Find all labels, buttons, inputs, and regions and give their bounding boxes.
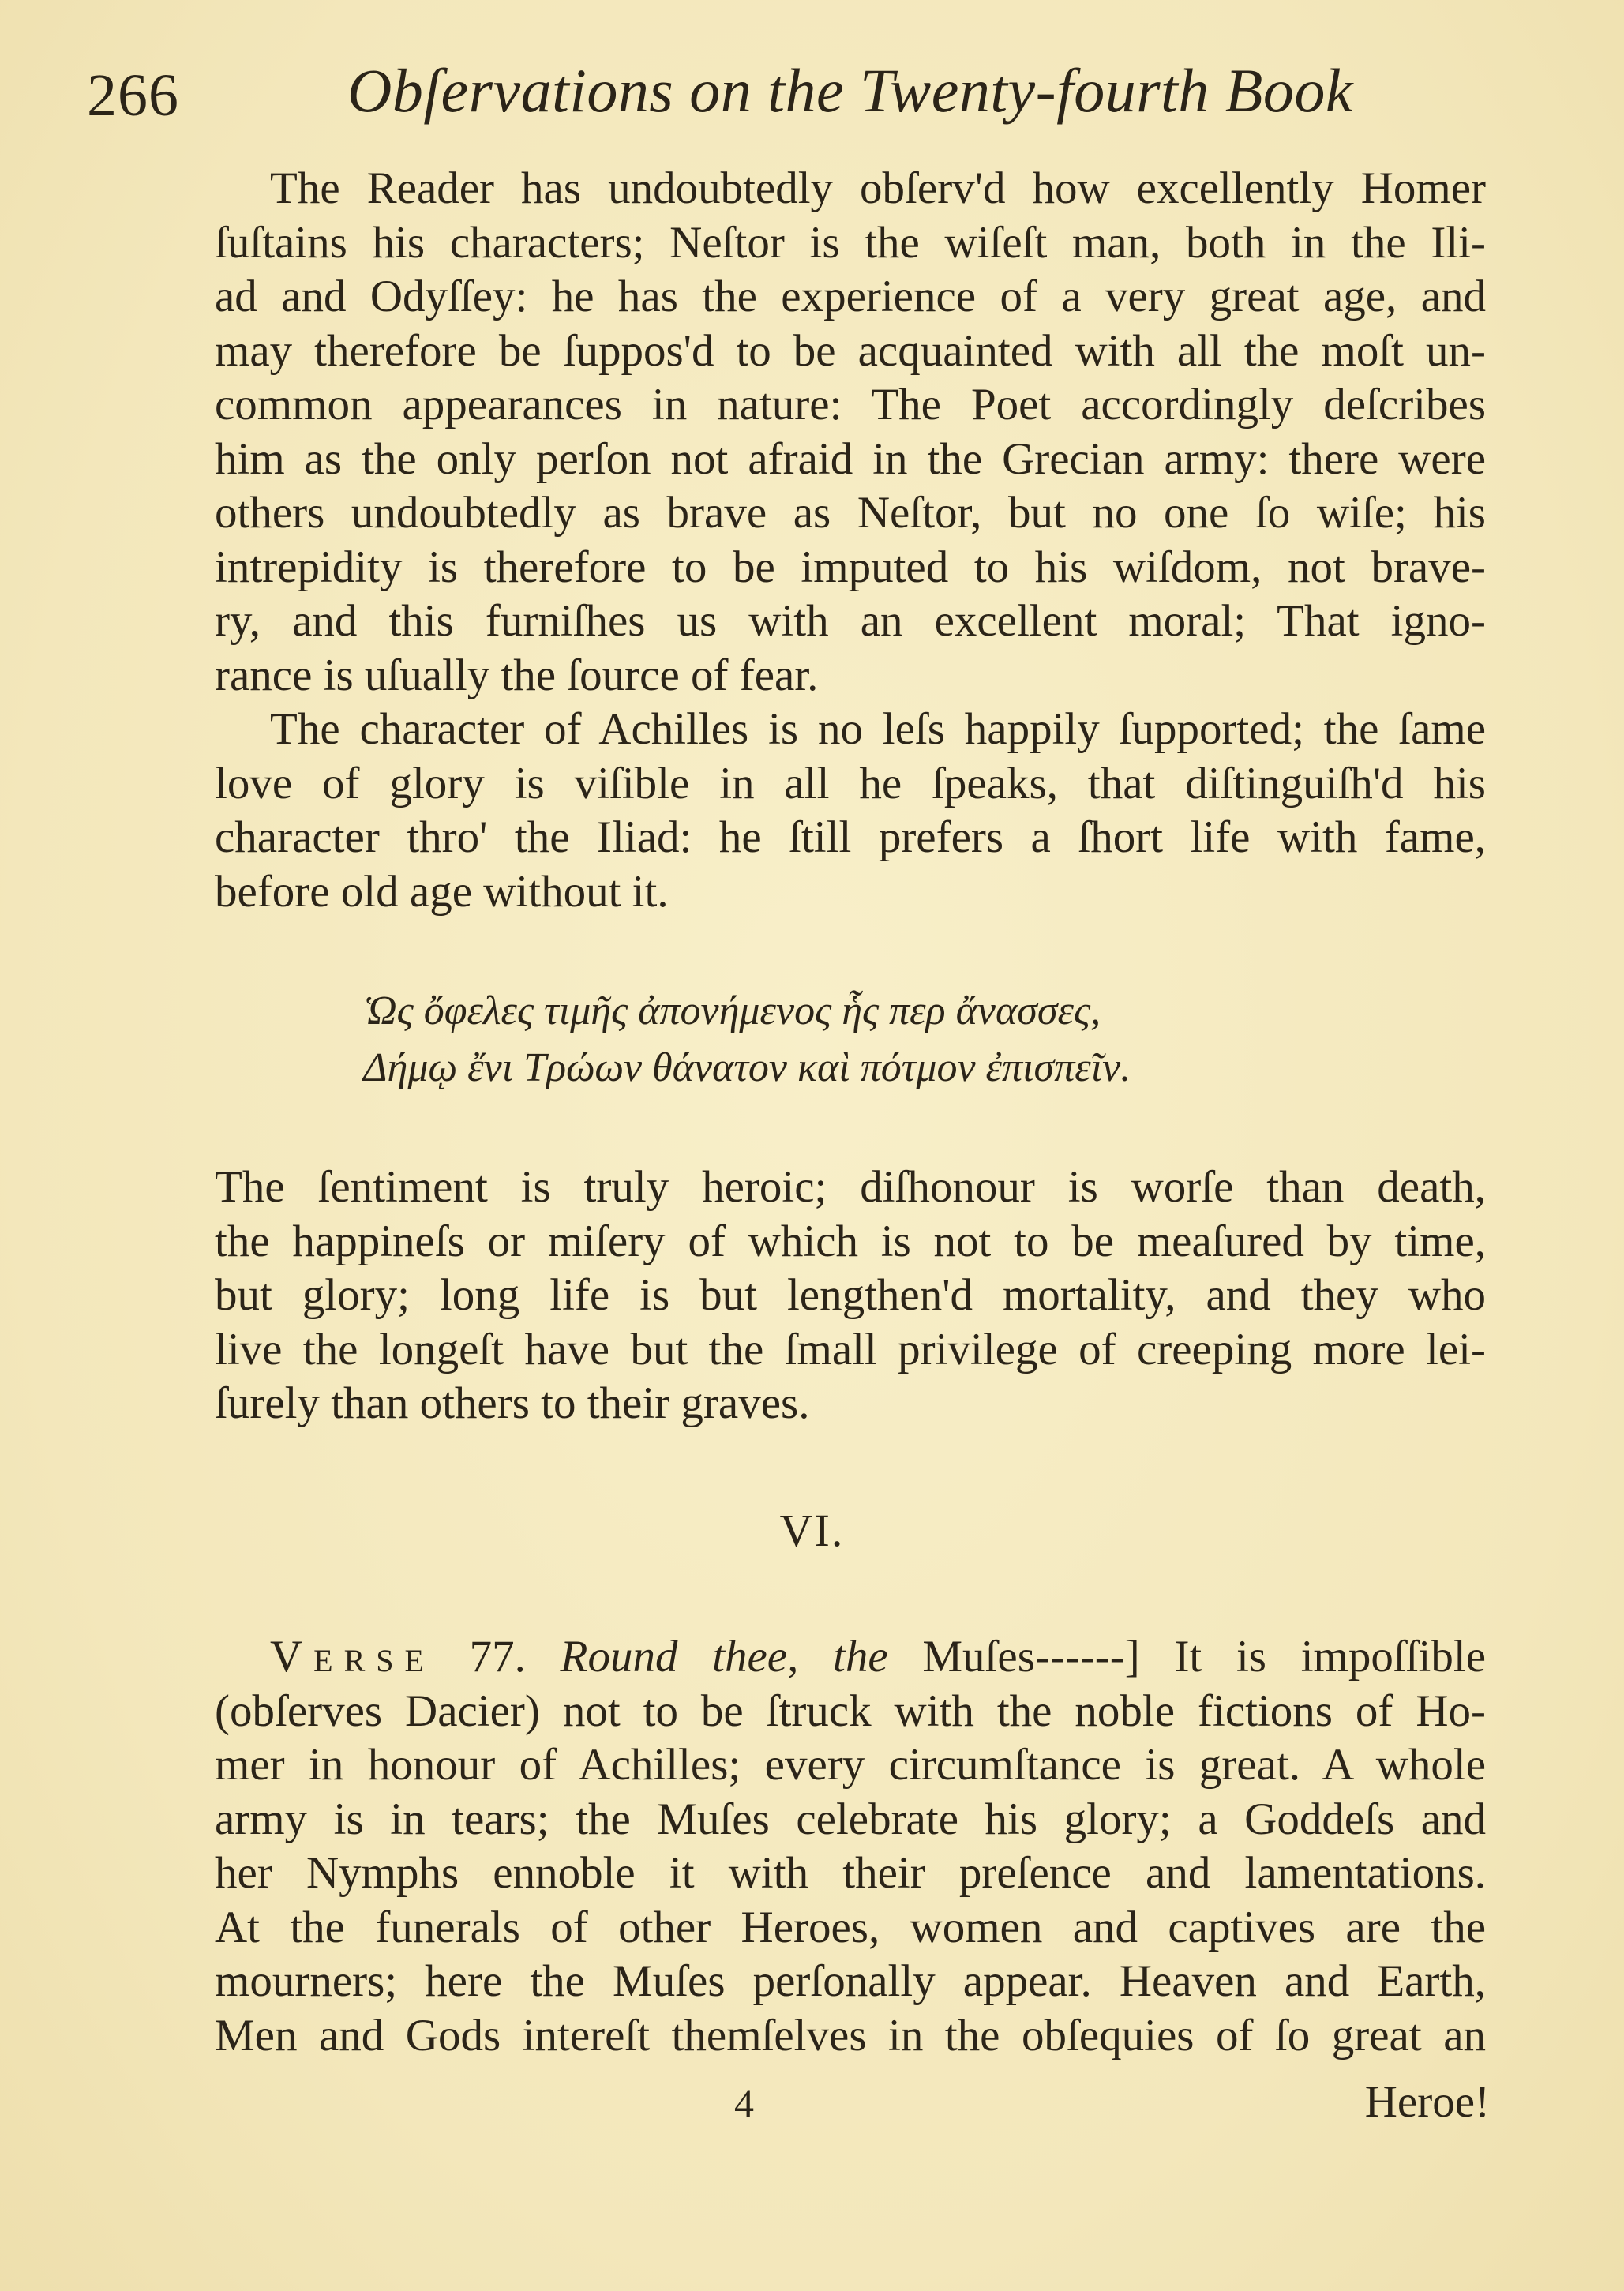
paragraph-sentiment xyxy=(215,1160,1486,1431)
text-line: live the longeſt have but the ſmall privilege of creeping more lei- xyxy=(215,1324,1486,1374)
catchword: Heroe! xyxy=(1364,2077,1490,2127)
signature-mark: 4 xyxy=(734,2081,754,2125)
text-line: her Nymphs ennoble it with their preſence and lamentations. xyxy=(215,1848,1486,1898)
greek-quotation xyxy=(363,983,1468,1097)
text-line: ſuſtains his characters; Neſtor is the wiſeſt man, both in the Ili- xyxy=(215,217,1486,268)
text-line: Men and Gods intereſt themſelves in the obſequies of ſo great an xyxy=(215,2010,1486,2060)
paragraph-achilles xyxy=(215,703,1486,919)
text-line: love of glory is viſible in all he ſpeaks, that diſtinguiſh'd his xyxy=(215,758,1486,808)
text-line: army is in tears; the Muſes celebrate his glory; a Goddeſs and xyxy=(215,1794,1486,1844)
text-line: may therefore be ſuppos'd to be acquainted with all the moſt un- xyxy=(215,325,1486,376)
text-line: character thro' the Iliad: he ſtill prefers a ſhort life with fame, xyxy=(215,812,1486,862)
text-line: others undoubtedly as brave as Neſtor, but no one ſo wiſe; his xyxy=(215,488,1486,538)
verse-note-first-line xyxy=(215,1630,1486,1685)
text-line: rance is uſually the ſource of fear. xyxy=(215,650,819,700)
text-line: The Reader has undoubtedly obſerv'd how excellently Homer xyxy=(270,163,1486,213)
page-header xyxy=(79,55,1506,142)
verse-label: Verse xyxy=(270,1632,435,1682)
text-line: mer in honour of Achilles; every circumſtance is great. A whole xyxy=(215,1740,1486,1790)
greek-line: Δήμῳ ἔνι Τρώων θάνατον καὶ πότμον ἐπισπεῖν. xyxy=(363,1045,1131,1090)
paragraph-nestor xyxy=(215,162,1486,703)
greek-line: Ὡς ὄφελες τιμῆς ἀπονήμενος ἧς περ ἄνασσες, xyxy=(363,988,1101,1033)
text-line: ry, and this furniſhes us with an excellent moral; That igno- xyxy=(215,596,1486,646)
page-number: 266 xyxy=(87,62,179,129)
text-line: ad and Odyſſey: he has the experience of a very great age, and xyxy=(215,272,1486,321)
text-line: intrepidity is therefore to be imputed to his wiſdom, not brave- xyxy=(215,542,1486,592)
text-line: before old age without it. xyxy=(215,866,669,917)
text-line: The character of Achilles is no leſs happily ſupported; the ſame xyxy=(270,704,1486,754)
text-line: but glory; long life is but lengthen'd mortality, and they who xyxy=(215,1270,1486,1320)
text-line: the happineſs or miſery of which is not to be meaſured by time, xyxy=(215,1216,1486,1266)
running-head: Obſervations on the Twenty-fourth Book xyxy=(347,56,1354,125)
text-line: common appearances in nature: The Poet accordingly deſcribes xyxy=(215,380,1486,429)
verse-number: 77. xyxy=(469,1632,526,1682)
paragraph-verse-77 xyxy=(215,1630,1486,2063)
text-line: (obſerves Dacier) not to be ſtruck with the noble fictions of Ho- xyxy=(215,1685,1486,1736)
text-line: The ſentiment is truly heroic; diſhonour is worſe than death, xyxy=(215,1162,1486,1212)
text-line: ſurely than others to their graves. xyxy=(215,1378,810,1428)
text-line: mourners; here the Muſes perſonally appear. Heaven and Earth, xyxy=(215,1956,1486,2006)
text-line: him as the only perſon not afraid in the Grecian army: there were xyxy=(215,433,1486,484)
text-line: At the funerals of other Heroes, women and captives are the xyxy=(215,1902,1486,1952)
lemma-bracket: ------] xyxy=(1034,1632,1140,1682)
lemma-word: Muſes xyxy=(922,1632,1035,1682)
section-heading: VI. xyxy=(779,1505,845,1556)
lemma: Round thee, the xyxy=(560,1632,888,1682)
text-line: It is impoſſible xyxy=(1174,1632,1487,1682)
